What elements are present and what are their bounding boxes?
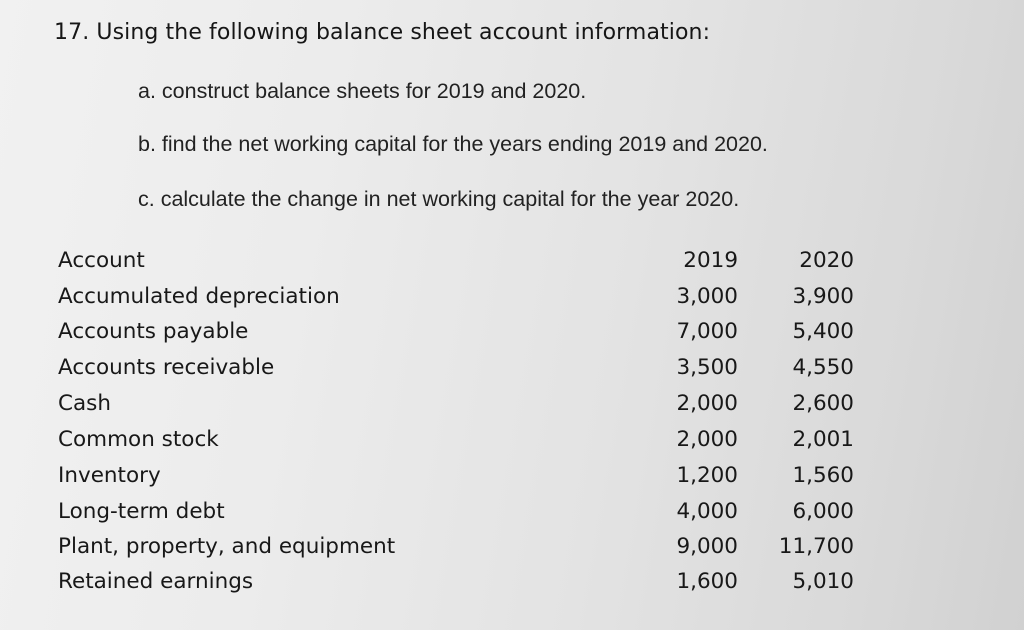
row-account: Cash xyxy=(58,391,112,416)
question-part-a: a. construct balance sheets for 2019 and 2020. xyxy=(138,79,587,103)
row-account: Accumulated depreciation xyxy=(58,284,340,309)
row-account: Inventory xyxy=(58,463,161,488)
row-2019-value: 9,000 xyxy=(676,534,738,559)
row-2020-value: 3,900 xyxy=(792,284,854,309)
row-2020-value: 5,010 xyxy=(792,569,854,594)
row-2020-value: 4,550 xyxy=(792,355,854,380)
question-title: 17. Using the following balance sheet account information: xyxy=(54,20,711,45)
row-2019-value: 2,000 xyxy=(676,427,738,452)
row-2019-value: 3,500 xyxy=(676,355,738,380)
row-2020-value: 11,700 xyxy=(778,534,854,559)
row-2019-value: 7,000 xyxy=(676,319,738,344)
header-2020: 2020 xyxy=(799,248,854,273)
table-row xyxy=(0,567,1024,597)
question-part-c: c. calculate the change in net working capital for the year 2020. xyxy=(138,187,740,211)
row-2020-value: 2,600 xyxy=(792,391,854,416)
table-row xyxy=(0,497,1024,527)
row-2019-value: 1,600 xyxy=(676,569,738,594)
row-account: Retained earnings xyxy=(58,569,254,594)
row-account: Accounts receivable xyxy=(58,355,275,380)
row-2020-value: 1,560 xyxy=(792,463,854,488)
row-2019-value: 4,000 xyxy=(676,499,738,524)
row-2020-value: 6,000 xyxy=(792,499,854,524)
row-2020-value: 5,400 xyxy=(792,319,854,344)
table-row xyxy=(0,532,1024,562)
table-row xyxy=(0,282,1024,312)
table-header-row xyxy=(0,246,1024,276)
row-2019-value: 3,000 xyxy=(676,284,738,309)
header-account: Account xyxy=(58,248,145,273)
row-account: Long-term debt xyxy=(58,499,225,524)
row-account: Common stock xyxy=(58,427,219,452)
table-row xyxy=(0,389,1024,419)
question-part-b: b. find the net working capital for the years ending 2019 and 2020. xyxy=(138,132,768,156)
table-row xyxy=(0,317,1024,347)
table-row xyxy=(0,461,1024,491)
row-2019-value: 2,000 xyxy=(676,391,738,416)
row-2019-value: 1,200 xyxy=(676,463,738,488)
header-2019: 2019 xyxy=(683,248,738,273)
row-2020-value: 2,001 xyxy=(792,427,854,452)
table-row xyxy=(0,353,1024,383)
row-account: Plant, property, and equipment xyxy=(58,534,396,559)
row-account: Accounts payable xyxy=(58,319,249,344)
table-row xyxy=(0,425,1024,455)
